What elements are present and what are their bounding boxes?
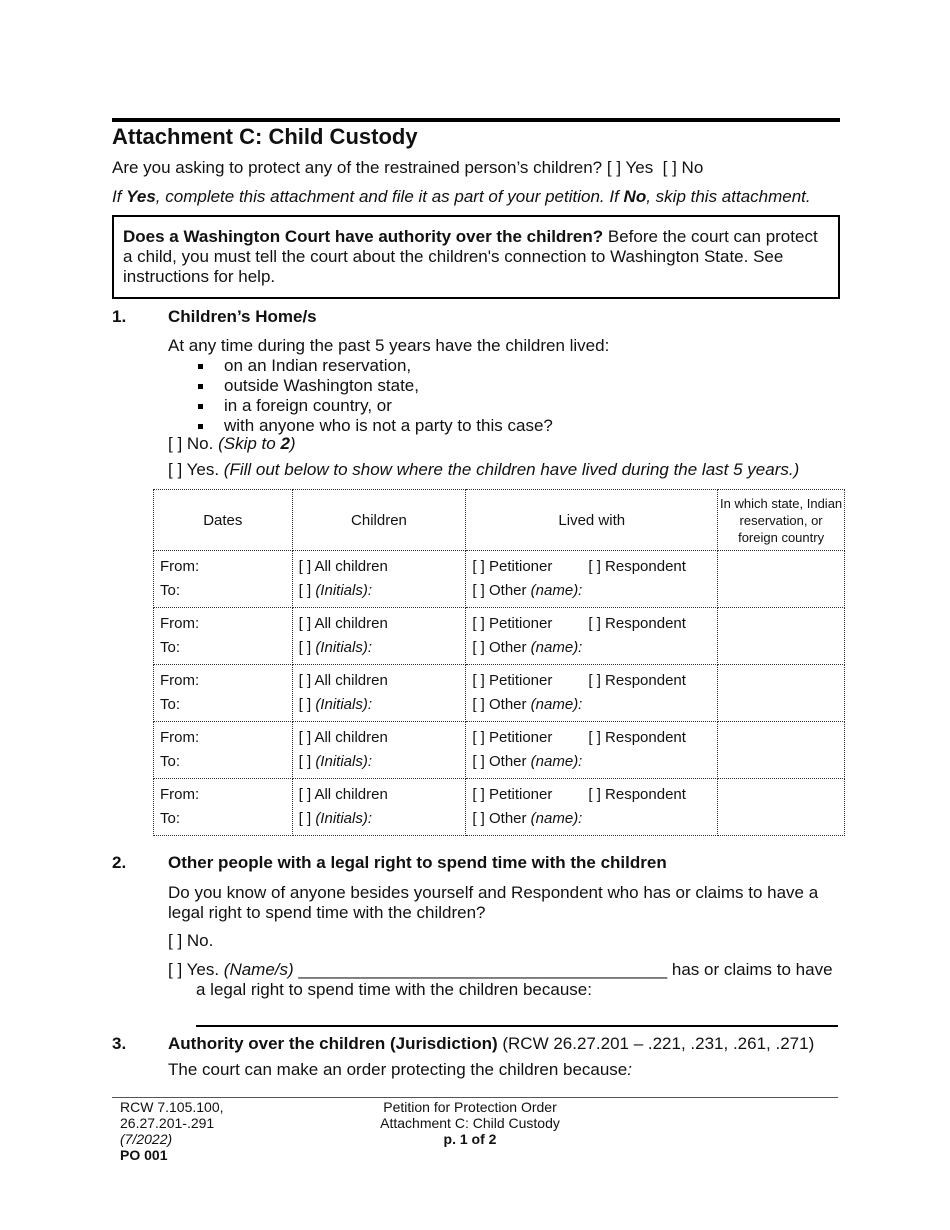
to-label: To: xyxy=(160,696,181,713)
initials-option xyxy=(299,636,460,660)
other-name-label: (name): xyxy=(530,810,583,827)
bullet-item: on an Indian reservation, xyxy=(196,356,553,376)
instr-part: If xyxy=(112,187,127,206)
bullet-item: in a foreign country, or xyxy=(196,396,553,416)
other-option xyxy=(472,750,711,774)
location-cell[interactable] xyxy=(718,722,845,779)
parent-options xyxy=(472,612,711,636)
footer-center xyxy=(340,1099,600,1147)
lived-with-cell xyxy=(466,779,718,836)
lived-with-cell xyxy=(466,551,718,608)
initials-checkbox[interactable]: [ ] xyxy=(298,753,312,770)
from-label: From: xyxy=(160,729,200,746)
section-2-yes-line-2: a legal right to spend time with the children because: xyxy=(196,980,592,999)
parent-options xyxy=(472,669,711,693)
other-checkbox[interactable]: [ ] Other xyxy=(472,810,527,827)
to-label: To: xyxy=(160,582,181,599)
location-cell[interactable] xyxy=(718,608,845,665)
col-header-lived-with: Lived with xyxy=(466,490,718,551)
children-cell xyxy=(292,722,466,779)
lived-with-cell xyxy=(466,665,718,722)
reason-blank-line[interactable] xyxy=(196,1025,838,1027)
instr-yes: Yes xyxy=(126,187,156,206)
to-label: To: xyxy=(160,753,181,770)
initials-label: (Initials): xyxy=(315,582,372,599)
residence-rows xyxy=(154,551,845,836)
other-name-label: (name): xyxy=(530,753,583,770)
petitioner-checkbox[interactable]: [ ] Petitioner xyxy=(472,786,553,803)
protect-no-checkbox[interactable]: [ ] No xyxy=(662,158,704,177)
parent-options xyxy=(472,555,711,579)
all-children-checkbox[interactable]: [ ] All children xyxy=(298,786,388,803)
section-3-colon: : xyxy=(627,1060,632,1079)
bullet-item: with anyone who is not a party to this case? xyxy=(196,416,553,436)
other-option xyxy=(472,579,711,603)
initials-label: (Initials): xyxy=(315,753,372,770)
petitioner-checkbox[interactable]: [ ] Petitioner xyxy=(472,558,553,575)
protect-question-text: Are you asking to protect any of the restrained person’s children? xyxy=(112,158,603,177)
section-1-yes-checkbox[interactable]: [ ] Yes. xyxy=(168,460,220,479)
from-label: From: xyxy=(160,786,200,803)
residence-row xyxy=(154,551,845,608)
initials-checkbox[interactable]: [ ] xyxy=(298,696,312,713)
lived-with-cell xyxy=(466,608,718,665)
protect-question xyxy=(112,158,703,178)
children-cell xyxy=(292,665,466,722)
section-1-intro: At any time during the past 5 years have the children lived: xyxy=(168,336,610,355)
footer-rcw-1: RCW 7.105.100, xyxy=(120,1099,224,1115)
col-header-dates: Dates xyxy=(154,490,293,551)
residence-row xyxy=(154,608,845,665)
dates-cell[interactable] xyxy=(154,665,293,722)
other-checkbox[interactable]: [ ] Other xyxy=(472,582,527,599)
dates-cell[interactable] xyxy=(154,608,293,665)
parent-options xyxy=(472,726,711,750)
initials-option xyxy=(299,693,460,717)
info-box-heading: Does a Washington Court have authority over the children? xyxy=(123,227,604,246)
other-name-label: (name): xyxy=(530,582,583,599)
skip-end: ) xyxy=(289,434,296,453)
skip-note xyxy=(218,434,296,453)
bullet-item: outside Washington state, xyxy=(196,376,553,396)
location-cell[interactable] xyxy=(718,779,845,836)
location-cell[interactable] xyxy=(718,551,845,608)
from-label: From: xyxy=(160,615,200,632)
instr-part: , skip this attachment. xyxy=(646,187,811,206)
section-1-no-option xyxy=(168,434,296,454)
initials-option xyxy=(299,807,460,831)
other-checkbox[interactable]: [ ] Other xyxy=(472,696,527,713)
protect-yes-checkbox[interactable]: [ ] Yes xyxy=(606,158,654,177)
respondent-checkbox[interactable]: [ ] Respondent xyxy=(588,786,686,803)
info-box-text: Before the court can protect a child, you must tell the court about the children's connection to Washington State. See instructions for help. xyxy=(123,227,818,286)
initials-option xyxy=(299,579,460,603)
section-2-no-checkbox[interactable]: [ ] No. xyxy=(168,931,214,950)
section-2-question-line-1: Do you know of anyone besides yourself and Respondent who has or claims to have a xyxy=(168,883,819,902)
footer-rcw-2: 26.27.201-.291 xyxy=(120,1115,215,1131)
children-cell xyxy=(292,608,466,665)
respondent-checkbox[interactable]: [ ] Respondent xyxy=(588,615,686,632)
residence-history-table xyxy=(153,489,845,836)
other-name-label: (name): xyxy=(530,639,583,656)
respondent-checkbox[interactable]: [ ] Respondent xyxy=(588,558,686,575)
skip-text: (Skip to xyxy=(218,434,281,453)
section-1-no-checkbox[interactable]: [ ] No. xyxy=(168,434,214,453)
col-header-children: Children xyxy=(292,490,466,551)
location-cell[interactable] xyxy=(718,665,845,722)
section-3-heading xyxy=(168,1034,814,1054)
initials-checkbox[interactable]: [ ] xyxy=(298,810,312,827)
to-label: To: xyxy=(160,639,181,656)
initials-option xyxy=(299,750,460,774)
other-option xyxy=(472,807,711,831)
dates-cell[interactable] xyxy=(154,779,293,836)
names-blank-field[interactable]: _______________________________________ xyxy=(298,960,668,979)
names-label: (Name/s) xyxy=(223,960,294,979)
footer-form-number: PO 001 xyxy=(120,1147,168,1163)
initials-label: (Initials): xyxy=(315,696,372,713)
dates-cell[interactable] xyxy=(154,722,293,779)
footer-left xyxy=(120,1099,224,1163)
footer-doc-title: Petition for Protection Order xyxy=(383,1099,557,1115)
initials-checkbox[interactable]: [ ] xyxy=(298,639,312,656)
residence-row xyxy=(154,779,845,836)
col-header-location: In which state, Indian reservation, or foreign country xyxy=(718,490,845,551)
section-3-rcw: (RCW 26.27.201 – .221, .231, .261, .271) xyxy=(497,1034,815,1053)
section-2-title: Other people with a legal right to spend time with the children xyxy=(168,853,667,872)
parent-options xyxy=(472,783,711,807)
footer-date: (7/2022) xyxy=(120,1131,173,1147)
section-3-text-main: The court can make an order protecting the children because xyxy=(168,1060,628,1079)
respondent-checkbox[interactable]: [ ] Respondent xyxy=(588,729,686,746)
initials-checkbox[interactable]: [ ] xyxy=(298,582,312,599)
initials-label: (Initials): xyxy=(315,810,372,827)
skip-number: 2 xyxy=(280,434,290,453)
all-children-checkbox[interactable]: [ ] All children xyxy=(298,729,388,746)
section-3-number: 3. xyxy=(112,1034,127,1053)
section-3-text xyxy=(168,1060,632,1080)
section-2-yes-checkbox[interactable]: [ ] Yes. xyxy=(168,960,220,979)
all-children-checkbox[interactable]: [ ] All children xyxy=(298,672,388,689)
children-cell xyxy=(292,551,466,608)
protect-instructions xyxy=(112,187,811,207)
all-children-checkbox[interactable]: [ ] All children xyxy=(298,615,388,632)
yes-tail: has or claims to have xyxy=(671,960,833,979)
other-option xyxy=(472,693,711,717)
other-checkbox[interactable]: [ ] Other xyxy=(472,753,527,770)
children-cell xyxy=(292,779,466,836)
petitioner-checkbox[interactable]: [ ] Petitioner xyxy=(472,672,553,689)
section-1-title: Children’s Home/s xyxy=(168,307,317,326)
respondent-checkbox[interactable]: [ ] Respondent xyxy=(588,672,686,689)
dates-cell[interactable] xyxy=(154,551,293,608)
petitioner-checkbox[interactable]: [ ] Petitioner xyxy=(472,729,553,746)
residence-bullet-list xyxy=(196,356,553,436)
authority-info-box xyxy=(112,215,840,299)
to-label: To: xyxy=(160,810,181,827)
instr-part: , complete this attachment and file it as part of your petition. If xyxy=(155,187,624,206)
section-3-title: Authority over the children (Jurisdiction) xyxy=(168,1034,498,1053)
other-option xyxy=(472,636,711,660)
residence-row xyxy=(154,722,845,779)
petitioner-checkbox[interactable]: [ ] Petitioner xyxy=(472,615,553,632)
residence-row xyxy=(154,665,845,722)
from-label: From: xyxy=(160,558,200,575)
from-label: From: xyxy=(160,672,200,689)
section-1-number: 1. xyxy=(112,307,127,326)
footer-attachment: Attachment C: Child Custody xyxy=(380,1115,560,1131)
section-1-yes-option xyxy=(168,460,799,480)
initials-label: (Initials): xyxy=(315,639,372,656)
yes-note: (Fill out below to show where the children have lived during the last 5 years.) xyxy=(223,460,800,479)
other-name-label: (name): xyxy=(530,696,583,713)
section-2-question-line-2: legal right to spend time with the children? xyxy=(168,903,486,922)
footer-rule xyxy=(112,1097,838,1098)
header-rule xyxy=(112,118,840,122)
other-checkbox[interactable]: [ ] Other xyxy=(472,639,527,656)
page-title: Attachment C: Child Custody xyxy=(112,124,418,149)
lived-with-cell xyxy=(466,722,718,779)
footer-page: p. 1 of 2 xyxy=(443,1131,497,1147)
all-children-checkbox[interactable]: [ ] All children xyxy=(298,558,388,575)
instr-no: No xyxy=(623,187,647,206)
section-2-number: 2. xyxy=(112,853,127,872)
section-2-yes-option xyxy=(168,960,833,980)
